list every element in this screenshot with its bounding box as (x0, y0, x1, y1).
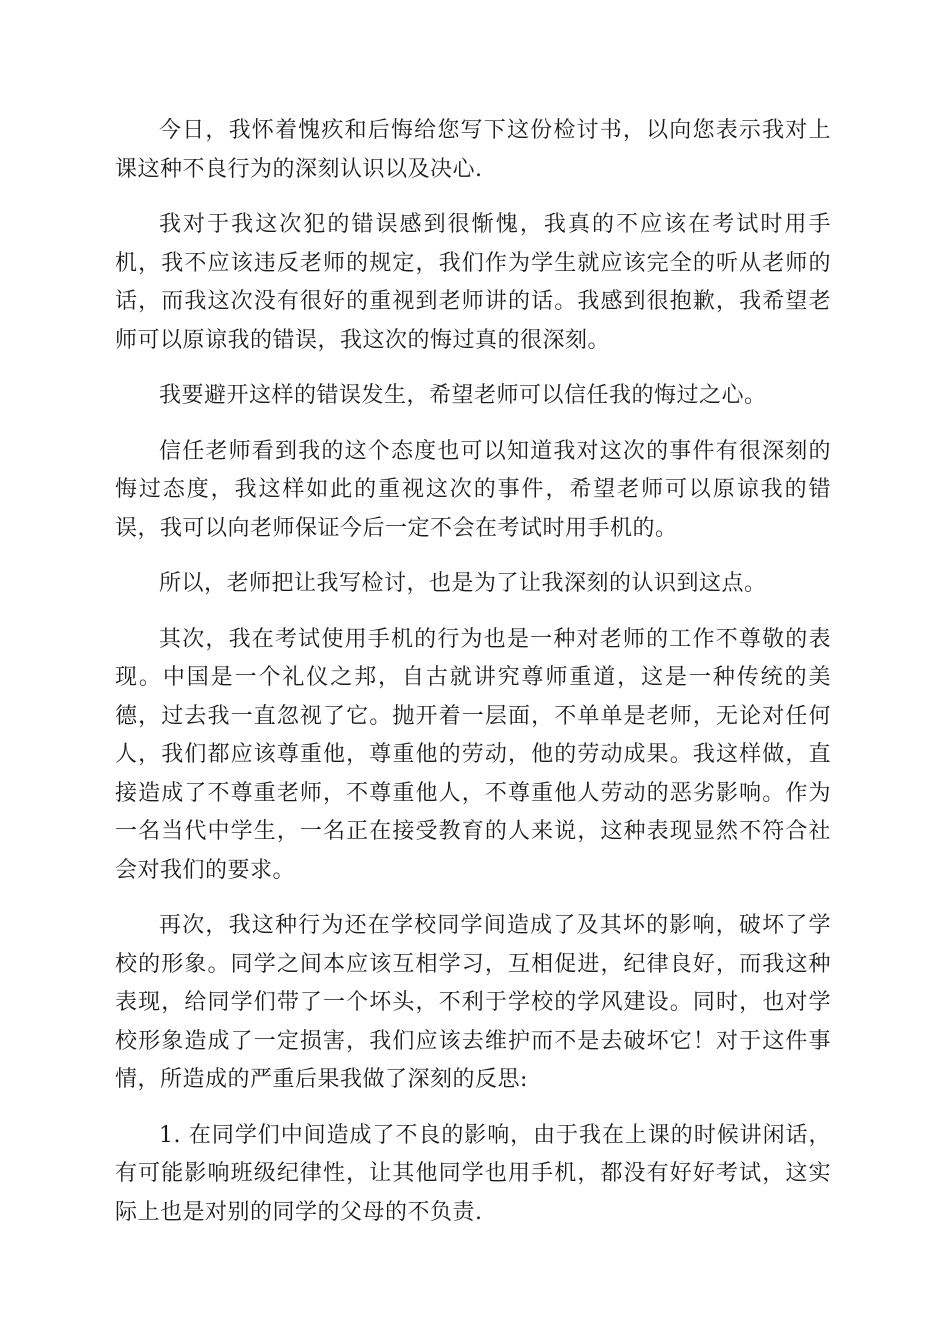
document-body (115, 112, 831, 1249)
paragraph-3: 我要避开这样的错误发生，希望老师可以信任我的悔过之心。 (159, 383, 767, 408)
paragraph-4: 信任老师看到我的这个态度也可以知道我对这次的事件有很深刻的悔过态度，我这样如此的重视这次的事件，希望老师可以原谅我的错误，我可以向老师保证今后一定不会在考试时用手机的。 (115, 438, 831, 541)
paragraph-2: 我对于我这次犯的错误感到很惭愧，我真的不应该在考试时用手机，我不应该违反老师的规定，我们作为学生就应该完全的听从老师的话，而我这次没有很好的重视到老师讲的话。我感到很抱歉，我希望老师可以原谅我的错误，我这次的悔过真的很深刻。 (115, 212, 831, 353)
paragraph-6: 其次，我在考试使用手机的行为也是一种对老师的工作不尊敬的表现。中国是一个礼仪之邦，自古就讲究尊师重道，这是一种传统的美德，过去我一直忽视了它。抛开着一层面，不单单是老师，无论对任何人，我们都应该尊重他，尊重他的劳动，他的劳动成果。我这样做，直接造成了不尊重老师，不尊重他人，不尊重他人劳动的恶劣影响。作为一名当代中学生，一名正在接受教育的人来说，这种表现显然不符合社会对我们的要求。 (115, 626, 831, 883)
paragraph-7: 再次，我这种行为还在学校同学间造成了及其坏的影响，破坏了学校的形象。同学之间本应该互相学习，互相促进，纪律良好，而我这种表现，给同学们带了一个坏头，不利于学校的学风建设。同时，也对学校形象造成了一定损害，我们应该去维护而不是去破坏它！对于这件事情，所造成的严重后果我做了深刻的反思: (115, 913, 831, 1092)
paragraph-5: 所以，老师把让我写检讨，也是为了让我深刻的认识到这点。 (159, 571, 767, 596)
paragraph-1: 今日，我怀着愧疚和后悔给您写下这份检讨书，以向您表示我对上课这种不良行为的深刻认识以及决心. (115, 118, 831, 182)
paragraph-8: 1. 在同学们中间造成了不良的影响，由于我在上课的时候讲闲话，有可能影响班级纪律性，让其他同学也用手机，都没有好好考试，这实际上也是对别的同学的父母的不负责. (115, 1122, 831, 1225)
